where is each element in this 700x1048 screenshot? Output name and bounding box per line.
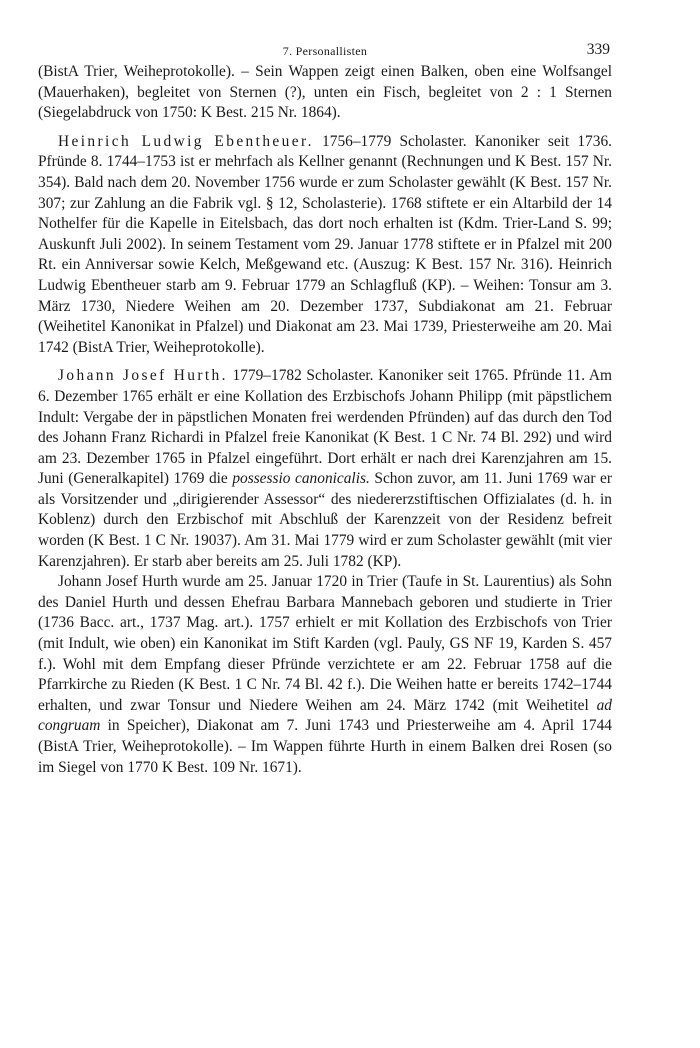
paragraph-continuation bbox=[38, 62, 612, 124]
latin-term: possessio canonicalis. bbox=[232, 470, 370, 488]
book-page bbox=[38, 0, 612, 778]
latin-term: ad congruam bbox=[38, 696, 612, 735]
paragraph-text: (BistA Trier, Weiheprotokolle). – Sein Wappen zeigt einen Balken, oben eine Wolfsangel (Mauerhaken), begleitet von Sternen (?), unten ein Fisch, begleitet von 2 : 1 Sternen (Siegelabdruck von 1750: K Best. 215 Nr. 1864). bbox=[38, 63, 612, 122]
person-name: Heinrich Ludwig Ebentheuer. bbox=[58, 132, 314, 150]
running-title: 7. Personallisten bbox=[282, 44, 368, 58]
paragraph-text: 1779–1782 Scholaster. Kanoniker seit 1765. Pfründe 11. Am 6. Dezember 1765 erhält er eine Kollation des Erzbischofs Johann Philipp (mit päpstlichem Indult: Vergabe der in päpstlichen Monaten frei werdenden Pfründen) auf das durch den Tod des Johann Franz Richardi in Pfalzel freie Kanonikat (K Best. 1 C Nr. 74 Bl. 292) und wird am 23. Dezember 1765 in Pfalzel eingeführt. Dort erhält er nach drei Karenzjahren am 15. Juni (Generalkapitel) 1769 die bbox=[38, 367, 612, 488]
running-head bbox=[38, 0, 612, 62]
paragraph-text: Johann Josef Hurth wurde am 25. Januar 1720 in Trier (Taufe in St. Laurentius) als Sohn des Daniel Hurth und dessen Ehefrau Barbara Mannebach geboren und studierte in Trier (1736 Bacc. art., 1737 Mag. art.). 1757 erhielt er mit Kollation des Erzbischofs von Trier (mit Indult, wie oben) ein Kanonikat im Stift Karden (vgl. Pauly, GS NF 19, Karden S. 457 f.). Wohl mit dem Empfang dieser Pfründe verzichtete er am 22. Februar 1758 auf die Pfarrkirche zu Rieden (K Best. 1 C Nr. 74 Bl. 42 f.). Die Weihen hatte er bereits 1742–1744 erhalten, und zwar Tonsur und Niedere Weihen am 24. März 1742 (mit Weihetitel bbox=[38, 573, 612, 714]
body-text bbox=[38, 62, 612, 778]
entry-hurth-biography bbox=[38, 572, 612, 778]
entry-ebentheuer bbox=[38, 132, 612, 359]
page-number: 339 bbox=[586, 41, 610, 58]
paragraph-text: in Speicher), Diakonat am 7. Juni 1743 und Priesterweihe am 4. April 1744 (BistA Trier, Weiheprotokolle). – Im Wappen führte Hurth in einem Balken drei Rosen (so im Siegel von 1770 K Best. 109 Nr. 1671). bbox=[38, 717, 612, 776]
person-name: Johann Josef Hurth. bbox=[58, 367, 228, 385]
paragraph-text: Schon zuvor, am 11. Juni 1769 war er als Vorsitzender und „dirigierender Assessor“ des niedererzstiftischen Offizialates (d. h. in Koblenz) durch den Erzbischof mit Abschluß der Karenzzeit von der Residenz befreit worden (K Best. 1 C Nr. 19037). Am 31. Mai 1779 wird er zum Scholaster gewählt (mit vier Karenzjahren). Er starb aber bereits am 25. Juli 1782 (KP). bbox=[38, 470, 612, 570]
entry-hurth bbox=[38, 366, 612, 572]
paragraph-text: 1756–1779 Scholaster. Kanoniker seit 1736. Pfründe 8. 1744–1753 ist er mehrfach als Kellner genannt (Rechnungen und K Best. 157 Nr. 354). Bald nach dem 20. November 1756 wurde er zum Scholaster gewählt (K Best. 157 Nr. 307; zur Zahlung an die Fabrik vgl. § 12, Scholasterie). 1768 stiftete er ein Altarbild der 14 Nothelfer für die Kapelle in Eitelsbach, das dort noch erhalten ist (Kdm. Trier-Land S. 99; Auskunft Juli 2002). In seinem Testament vom 29. Januar 1778 stiftete er in Pfalzel mit 200 Rt. ein Anniversar sowie Kelch, Meßgewand etc. (Auszug: K Best. 157 Nr. 316). Heinrich Ludwig Ebentheuer starb am 9. Februar 1779 an Schlagfluß (KP). – Weihen: Tonsur am 3. März 1730, Niedere Weihen am 20. Dezember 1737, Subdiakonat am 21. Februar (Weihetitel Kanonikat in Pfalzel) und Diakonat am 23. Mai 1739, Priesterweihe am 20. Mai 1742 (BistA Trier, Weiheprotokolle). bbox=[38, 132, 612, 356]
